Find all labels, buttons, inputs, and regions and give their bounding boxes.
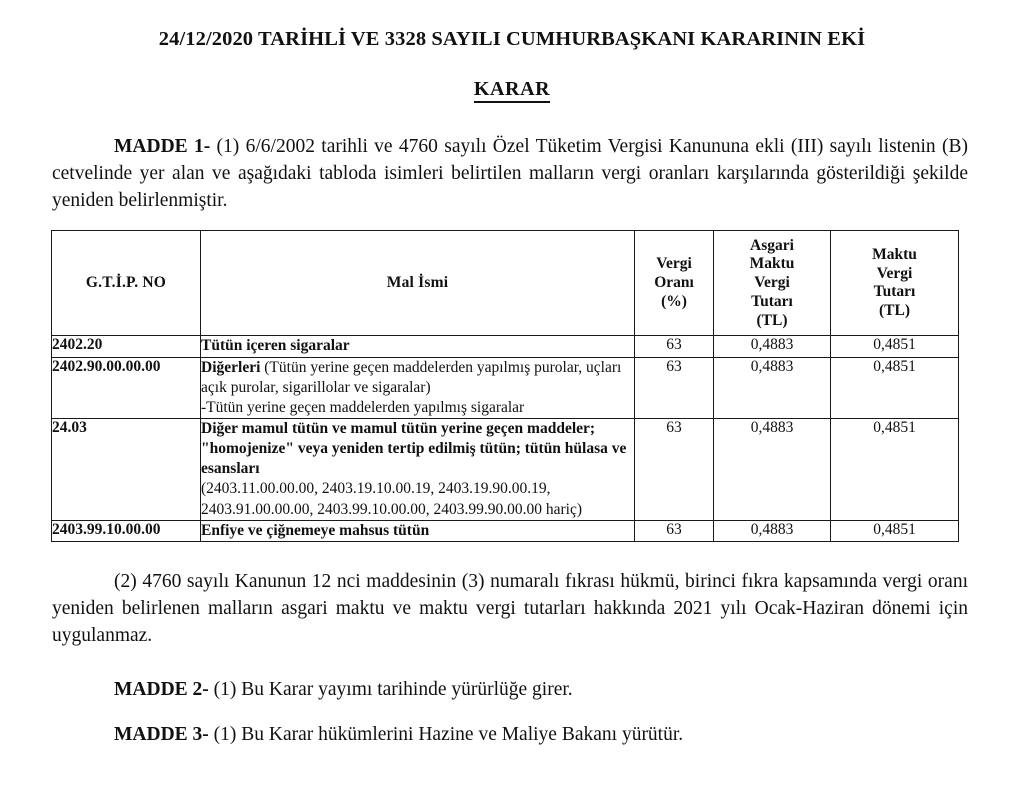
cell-vergi-orani: 63: [635, 357, 714, 418]
header-line: Tutarı: [751, 292, 793, 310]
cell-asgari-maktu: 0,4883: [714, 419, 831, 521]
cell-maktu: 0,4851: [831, 357, 959, 418]
cell-name-bold: Tütün içeren sigaralar: [201, 337, 350, 355]
cell-name-rest: (Tütün yerine geçen maddelerden yapılmış purolar, uçları açık purolar, sigarillolar ve sigaralar): [201, 358, 622, 396]
tax-table-header: [52, 231, 959, 336]
cell-maktu: 0,4851: [831, 419, 959, 521]
document-title: 24/12/2020 TARİHLİ VE 3328 SAYILI CUMHURBAŞKANI KARARININ EKİ: [158, 28, 866, 50]
tax-table-container: [0, 214, 1024, 541]
table-row: [52, 336, 959, 357]
madde-2-label: MADDE 2-: [114, 678, 209, 700]
cell-name-bold: Enfiye ve çiğnemeye mahsus tütün: [201, 521, 430, 539]
madde-3-label: MADDE 3-: [114, 724, 209, 746]
cell-vergi-orani: 63: [635, 520, 714, 541]
cell-vergi-orani: 63: [635, 336, 714, 357]
madde-2-text: (1) Bu Karar yayımı tarihinde yürürlüğe girer.: [208, 678, 573, 700]
tax-table: [51, 230, 959, 541]
paragraph-madde-2: [0, 650, 1024, 703]
madde-1-text: (1) 6/6/2002 tarihli ve 4760 sayılı Özel Tüketim Vergisi Kanununa ekli (III) sayılı listenin (B) cetvelinde yer alan ve aşağıdaki tabloda isimleri belirtilen malların vergi oranları karşılarında gösterildiği şekilde yeniden belirlenmiştir.: [52, 135, 968, 212]
table-row: [52, 520, 959, 541]
karar-heading: KARAR: [474, 78, 550, 103]
header-line: Maktu: [749, 255, 795, 273]
table-header-row: [52, 231, 959, 336]
madde-3-text: (1) Bu Karar hükümlerini Hazine ve Maliye Bakanı yürütür.: [208, 724, 684, 746]
header-line: Oranı: [654, 274, 694, 292]
cell-maktu: 0,4851: [831, 336, 959, 357]
header-line: (TL): [879, 302, 910, 320]
header-line: Tutarı: [873, 283, 916, 301]
tax-table-body: [52, 336, 959, 541]
column-header-asgari-maktu-vergi-tutari: [714, 231, 831, 336]
cell-mal-ismi: [201, 520, 635, 541]
header-line: Vergi: [876, 264, 913, 282]
cell-asgari-maktu: 0,4883: [714, 520, 831, 541]
column-header-vergi-orani: [635, 231, 714, 336]
table-row: [52, 419, 959, 521]
madde-1-label: MADDE 1-: [114, 135, 211, 157]
paragraph-madde-3: [0, 703, 1024, 748]
fikra-2-text: (2) 4760 sayılı Kanunun 12 nci maddesinin (3) numaralı fıkrası hükmü, birinci fıkra kapsamında vergi oranı yeniden belirlenen malların asgari maktu ve maktu vergi tutarları hakkında 2021 yılı Ocak-Haziran dönemi için uygulanmaz.: [52, 570, 968, 647]
cell-asgari-maktu: 0,4883: [714, 357, 831, 418]
cell-mal-ismi: [201, 357, 635, 418]
paragraph-fikra-2: [0, 542, 1024, 650]
cell-gtip: 2403.99.10.00.00: [52, 520, 201, 541]
header-line: Vergi: [656, 255, 692, 273]
cell-name-exclusions-line-1: (2403.11.00.00.00, 2403.19.10.00.19, 2403.19.90.00.19,: [201, 480, 551, 498]
cell-gtip: 2402.90.00.00.00: [52, 357, 201, 418]
header-line: Vergi: [754, 274, 790, 292]
column-header-mal-ismi: Mal İsmi: [201, 231, 635, 336]
cell-name-bold: Diğer mamul tütün ve mamul tütün yerine geçen maddeler; "homojenize" veya yeniden tertip edilmiş tütün; tütün hülasa ve esansları: [201, 420, 627, 478]
header-line: Maktu: [872, 245, 917, 263]
karar-heading-container: [0, 51, 1024, 103]
header-line: Asgari: [750, 236, 794, 254]
cell-mal-ismi: [201, 336, 635, 357]
column-header-maktu-vergi-tutari: [831, 231, 959, 336]
cell-name-extra: -Tütün yerine geçen maddelerden yapılmış sigaralar: [201, 398, 525, 416]
cell-name-bold: Diğerleri: [201, 358, 261, 376]
cell-asgari-maktu: 0,4883: [714, 336, 831, 357]
cell-vergi-orani: 63: [635, 419, 714, 521]
paragraph-madde-1: [0, 103, 1024, 215]
cell-gtip: 24.03: [52, 419, 201, 521]
cell-mal-ismi: [201, 419, 635, 521]
column-header-gtip: G.T.İ.P. NO: [52, 231, 201, 336]
header-line: (%): [661, 292, 687, 310]
cell-gtip: 2402.20: [52, 336, 201, 357]
cell-name-exclusions-line-2: 2403.91.00.00.00, 2403.99.10.00.00, 2403.99.90.00.00 hariç): [201, 500, 583, 518]
table-row: [52, 357, 959, 418]
header-line: (TL): [756, 311, 788, 329]
cell-maktu: 0,4851: [831, 520, 959, 541]
